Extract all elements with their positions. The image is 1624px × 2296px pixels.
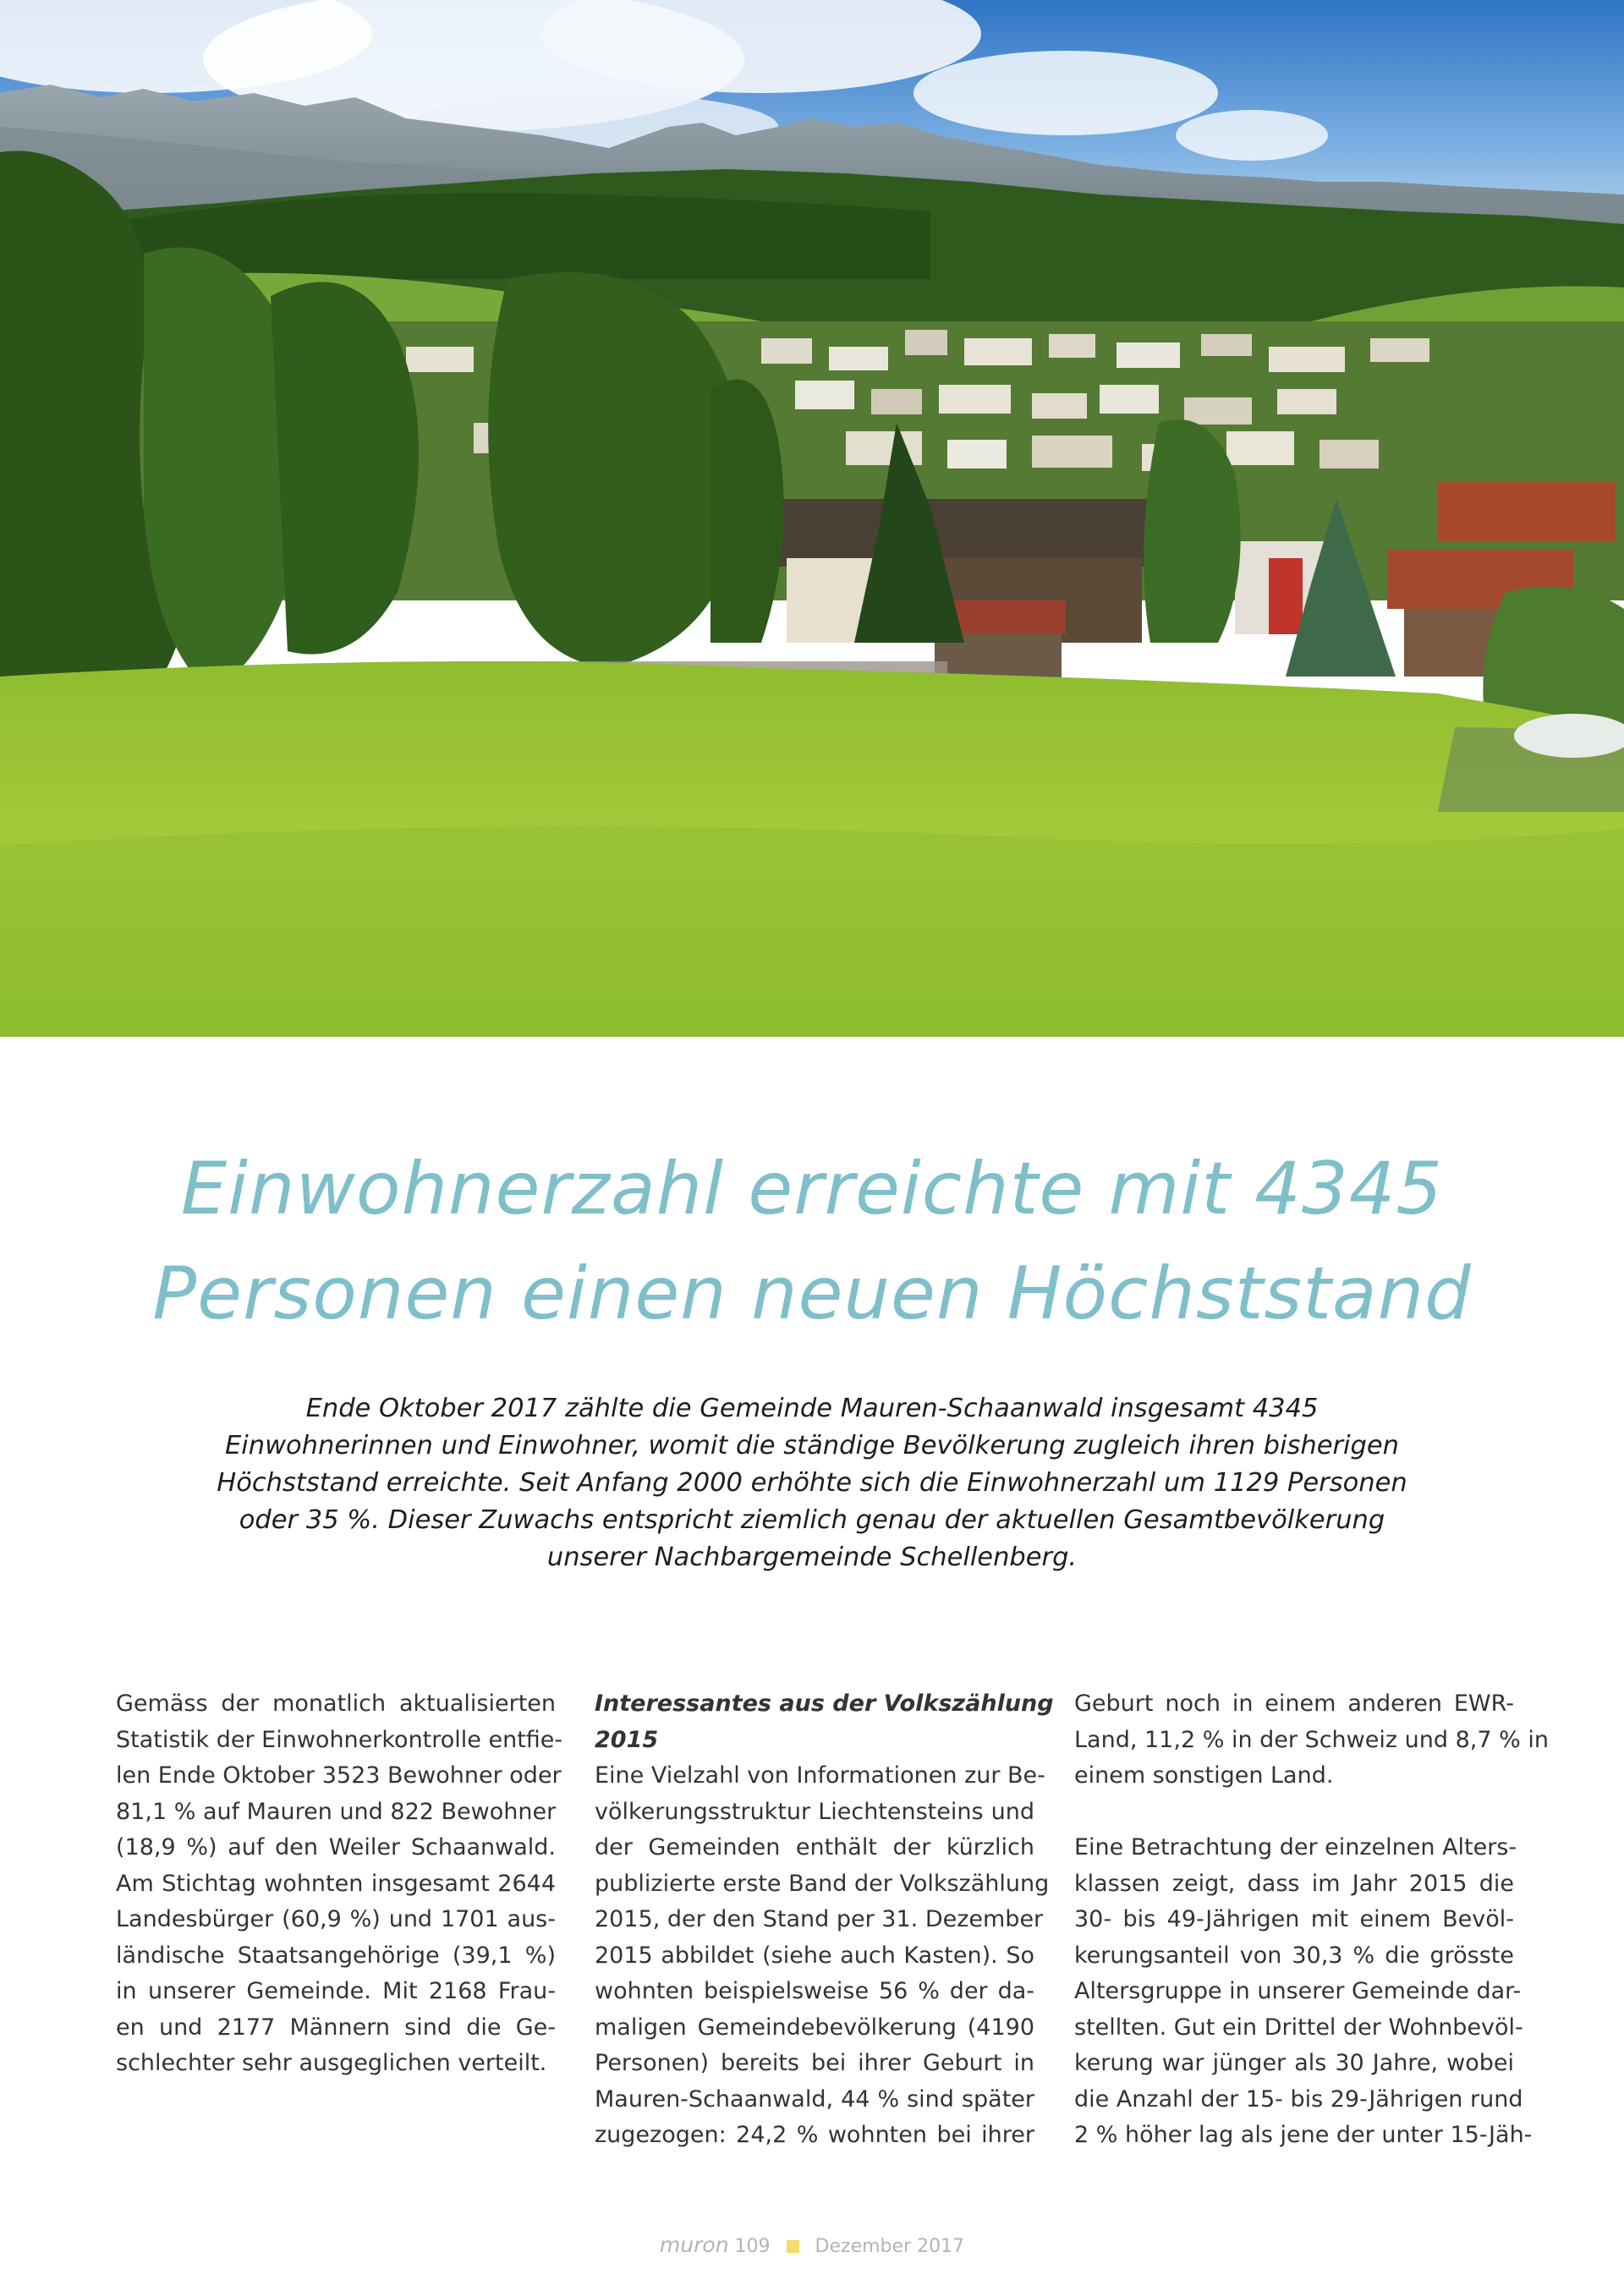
body-line: publizierte erste Band der Volkszählung [595,1870,1050,1897]
body-line: der Gemeinden enthält der kürzlich [595,1834,1034,1860]
body-line: in unserer Gemeinde. Mit 2168 Frau- [116,1978,556,2004]
body-line: Eine Vielzahl von Informationen zur Be- [595,1762,1045,1789]
body-line: Am Stichtag wohnten insgesamt 2644 [116,1870,556,1897]
body-line: ländische Staatsangehörige (39,1 %) [116,1942,556,1969]
issue-date: Dezember 2017 [815,2236,965,2257]
body-line: Land, 11,2 % in der Schweiz und 8,7 % in [1074,1726,1549,1753]
body-line: Personen) bereits bei ihrer Geburt in [595,2050,1034,2076]
body-line: Geburt noch in einem anderen EWR- [1074,1690,1514,1717]
body-line: einem sonstigen Land. [1074,1762,1334,1789]
headline-line-1: Einwohnerzahl erreichte mit 4345 [180,1146,1444,1231]
body-line: maligen Gemeindebevölkerung (4190 [595,2014,1034,2041]
body-line: len Ende Oktober 3523 Bewohner oder [116,1762,562,1789]
page-footer [0,2233,1624,2257]
footer-accent-square-icon [787,2240,799,2253]
lead-line: unserer Nachbargemeinde Schellenberg. [546,1543,1078,1572]
body-line: kerung war jünger als 30 Jahre, wobei [1074,2050,1514,2076]
body-column-2 [595,1686,1054,2154]
body-line: 2015, der den Stand per 31. Dezember [595,1906,1044,1932]
body-line: klassen zeigt, dass im Jahr 2015 die [1074,1870,1514,1897]
section-subheading: Interessantes aus der Volkszählung [595,1690,1054,1717]
issue-number: 109 [734,2236,771,2257]
body-line: Landesbürger (60,9 %) und 1701 aus- [116,1906,556,1932]
headline-line-2: Personen einen neuen Höchststand [152,1251,1472,1336]
body-line: kerungsanteil von 30,3 % die grösste [1074,1942,1514,1969]
body-line: Mauren-Schaanwald, 44 % sind später [595,2085,1034,2112]
body-line: völkerungsstruktur Liechtensteins und [595,1798,1034,1825]
body-line: wohnten beispielsweise 56 % der da- [595,1978,1034,2004]
body-line: en und 2177 Männern sind die Ge- [116,2014,556,2041]
section-subheading-year: 2015 [595,1726,659,1753]
lead-line: oder 35 %. Dieser Zuwachs entspricht ziemlich genau der aktuellen Gesamtbevölkerung [239,1505,1385,1535]
body-line: die Anzahl der 15- bis 29-Jährigen rund [1074,2085,1523,2112]
lead-line: Einwohnerinnen und Einwohner, womit die ständige Bevölkerung zugleich ihren bisherigen [225,1431,1399,1460]
hero-photo [0,0,1624,1037]
body-line: Gemäss der monatlich aktualisierten [116,1690,556,1717]
body-line: Statistik der Einwohnerkontrolle entfie- [116,1726,563,1753]
body-line: stellten. Gut ein Drittel der Wohnbevöl- [1074,2014,1523,2041]
body-column-1 [116,1686,563,2082]
paragraph-gap [1074,1795,1514,1831]
body-line: 2 % höher lag als jene der unter 15-Jäh- [1074,2122,1533,2148]
lead-line: Höchststand erreichte. Seit Anfang 2000 erhöhte sich die Einwohnerzahl um 1129 Personen [217,1468,1407,1498]
body-line: zugezogen: 24,2 % wohnten bei ihrer [595,2122,1034,2148]
village-landscape-illustration [0,0,1624,1037]
body-line: Eine Betrachtung der einzelnen Alters- [1074,1834,1517,1860]
body-line: Altersgruppe in unserer Gemeinde dar- [1074,1978,1522,2004]
body-line: schlechter sehr ausgeglichen verteilt. [116,2050,547,2076]
body-line: 30- bis 49-Jährigen mit einem Bevöl- [1074,1906,1514,1932]
body-line: (18,9 %) auf den Weiler Schaanwald. [116,1834,556,1860]
magazine-name: muron [659,2233,729,2257]
article-headline [0,1137,1624,1346]
lead-line: Ende Oktober 2017 zählte die Gemeinde Mauren-Schaanwald insgesamt 4345 [305,1394,1319,1423]
lead-paragraph [203,1390,1421,1576]
body-line: 2015 abbildet (siehe auch Kasten). So [595,1942,1034,1969]
body-column-3 [1074,1686,1549,2154]
body-line: 81,1 % auf Mauren und 822 Bewohner [116,1798,557,1825]
